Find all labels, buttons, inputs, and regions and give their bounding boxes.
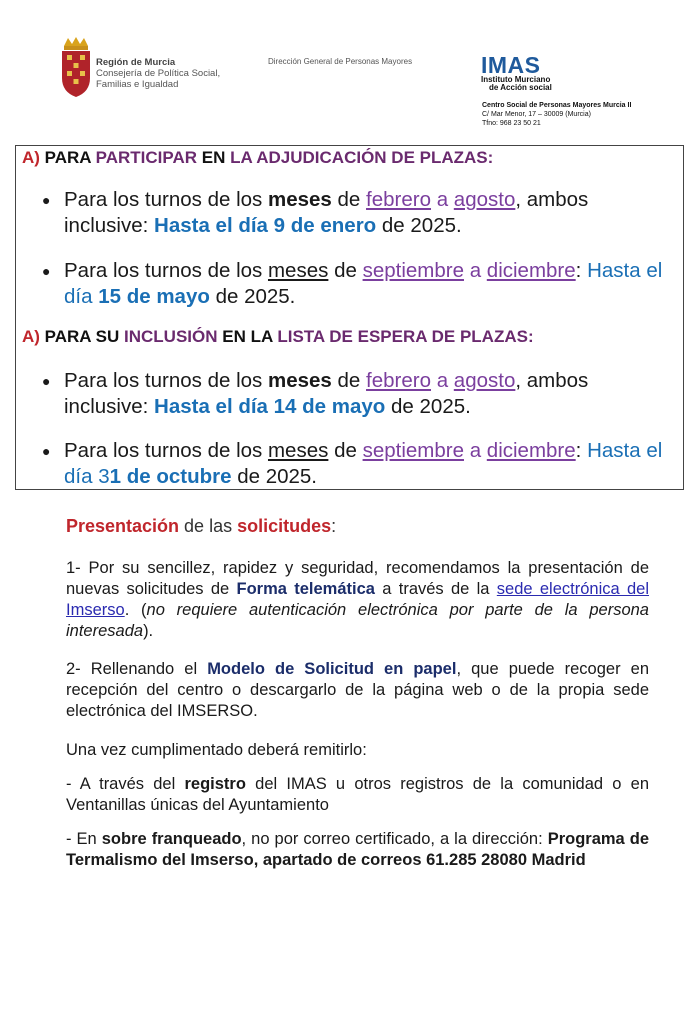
month-text: septiembre xyxy=(362,259,464,282)
item-text: Para los turnos de los xyxy=(64,439,268,462)
month-text: febrero xyxy=(366,188,431,211)
item-text: a xyxy=(431,369,454,392)
heading-word: LISTA DE ESPERA DE PLAZAS: xyxy=(277,327,534,346)
item-text: meses xyxy=(267,439,329,462)
imas-name-line2: de Acción social xyxy=(489,83,552,92)
deadline-text: Hasta el día 14 de mayo xyxy=(154,395,386,418)
list-item xyxy=(42,258,672,310)
item-text: de 2025. xyxy=(376,214,462,237)
region-murcia-crest-icon xyxy=(58,36,94,98)
heading-word: : xyxy=(331,516,337,536)
item-text: , ambos inclusive: xyxy=(64,369,589,418)
para-text: - A través del xyxy=(66,775,185,793)
deadline-text: 15 de mayo xyxy=(98,285,210,308)
paragraph-sobre xyxy=(66,829,649,871)
heading-word: PARA SU xyxy=(44,327,125,346)
item-text: a xyxy=(464,259,487,282)
item-text: Para los turnos de los xyxy=(64,369,268,392)
item-text: de xyxy=(331,188,367,211)
centro-address: C/ Mar Menor, 17 – 30009 (Murcia) xyxy=(482,111,591,118)
presentacion-heading xyxy=(66,516,336,537)
centro-phone: Tfno: 968 23 50 21 xyxy=(482,120,541,127)
para-emphasis: Modelo de Solicitud en papel xyxy=(207,660,457,678)
item-text: meses xyxy=(267,188,332,211)
item-text: a xyxy=(464,439,487,462)
para-italic: no requiere autenticación electrónica por parte de la persona interesada xyxy=(66,601,649,640)
month-text: agosto xyxy=(453,188,516,211)
month-text: agosto xyxy=(453,369,516,392)
centro-info xyxy=(482,101,631,128)
para-text: a través de la xyxy=(374,580,497,598)
item-text: meses xyxy=(267,369,332,392)
paragraph-telematica xyxy=(66,558,649,642)
item-text: de xyxy=(331,369,367,392)
heading-word: PARTICIPAR xyxy=(95,148,198,167)
item-text: Para los turnos de los xyxy=(64,188,268,211)
consejeria-line2: Familias e Igualdad xyxy=(96,79,179,90)
heading-word: Presentación xyxy=(66,516,180,536)
deadline-text: Hasta el día 3 xyxy=(64,439,663,488)
heading-word: INCLUSIÓN xyxy=(124,327,218,346)
month-text: febrero xyxy=(366,369,431,392)
para-text: Una vez cumplimentado deberá remitirlo: xyxy=(66,741,367,759)
list-item xyxy=(42,438,672,490)
section-a-heading xyxy=(22,148,493,168)
imas-logo xyxy=(481,54,552,92)
para-text: ). xyxy=(143,622,154,640)
deadline-text: Hasta el día 9 de enero xyxy=(154,214,377,237)
month-text: septiembre xyxy=(362,439,464,462)
item-text: a xyxy=(431,188,454,211)
para-text: . ( xyxy=(124,601,147,619)
deadline-text: 1 de octubre xyxy=(109,465,232,488)
heading-word: EN xyxy=(197,148,231,167)
heading-word: LA ADJUDICACIÓN DE PLAZAS: xyxy=(230,148,494,167)
section-b-heading xyxy=(22,327,534,347)
imas-wordmark: IMAS xyxy=(481,52,541,78)
para-text: - En xyxy=(66,830,102,848)
bullet-icon: ● xyxy=(42,443,51,459)
bullet-icon: ● xyxy=(42,192,51,208)
month-text: diciembre xyxy=(486,439,576,462)
paragraph-papel xyxy=(66,659,649,722)
heading-word: EN LA xyxy=(217,327,278,346)
item-text: Para los turnos de los xyxy=(64,259,268,282)
paragraph-remitir xyxy=(66,740,649,761)
item-text: de 2025. xyxy=(209,285,296,308)
bullet-icon: ● xyxy=(42,373,51,389)
deadline-text: Hasta el día xyxy=(64,259,663,308)
region-branding xyxy=(96,57,220,90)
para-text: del IMAS u otros registros de la comunidad o en Ventanillas únicas del Ayuntamiento xyxy=(66,775,650,814)
postal-address: Programa de Termalismo del Imserso, apartado de correos 61.285 28080 Madrid xyxy=(66,830,649,869)
region-name: Región de Murcia xyxy=(96,57,176,68)
item-text: , ambos inclusive: xyxy=(64,188,589,237)
item-text: de 2025. xyxy=(385,395,471,418)
month-text: diciembre xyxy=(486,259,576,282)
para-text: 2- Rellenando el xyxy=(66,660,208,678)
imas-name-line1: Instituto Murciano xyxy=(481,75,551,84)
direccion-general: Dirección General de Personas Mayores xyxy=(268,57,413,66)
heading-word: PARA xyxy=(44,148,96,167)
para-emphasis: Forma telemática xyxy=(236,580,375,598)
item-text: de 2025. xyxy=(231,465,317,488)
heading-word: solicitudes xyxy=(237,516,332,536)
item-text: meses xyxy=(267,259,329,282)
heading-prefix: A) xyxy=(22,148,45,167)
para-text: , que puede recoger en recepción del centro o descargarlo de la página web o de la propia sede electrónica del IMSERSO. xyxy=(66,660,649,720)
item-text: : xyxy=(575,439,588,462)
sede-electronica-link[interactable]: sede electrónica del Imserso xyxy=(66,580,649,619)
para-text: , no por correo certificado, a la dirección: xyxy=(241,830,548,848)
para-text: 1- Por su sencillez, rapidez y seguridad, recomendamos la presentación de nuevas solicitudes de xyxy=(66,559,649,598)
list-item xyxy=(42,187,672,239)
paragraph-registro xyxy=(66,774,649,816)
para-emphasis: sobre franqueado xyxy=(101,830,242,848)
list-item xyxy=(42,368,672,420)
item-text: : xyxy=(575,259,588,282)
consejeria-line1: Consejería de Política Social, xyxy=(96,68,221,79)
para-emphasis: registro xyxy=(184,775,246,793)
item-text: de xyxy=(328,259,363,282)
centro-name: Centro Social de Personas Mayores Murcia II xyxy=(482,102,632,109)
heading-prefix: A) xyxy=(22,327,45,346)
bullet-icon: ● xyxy=(42,263,51,279)
heading-word: de las xyxy=(179,516,238,536)
item-text: de xyxy=(328,439,363,462)
